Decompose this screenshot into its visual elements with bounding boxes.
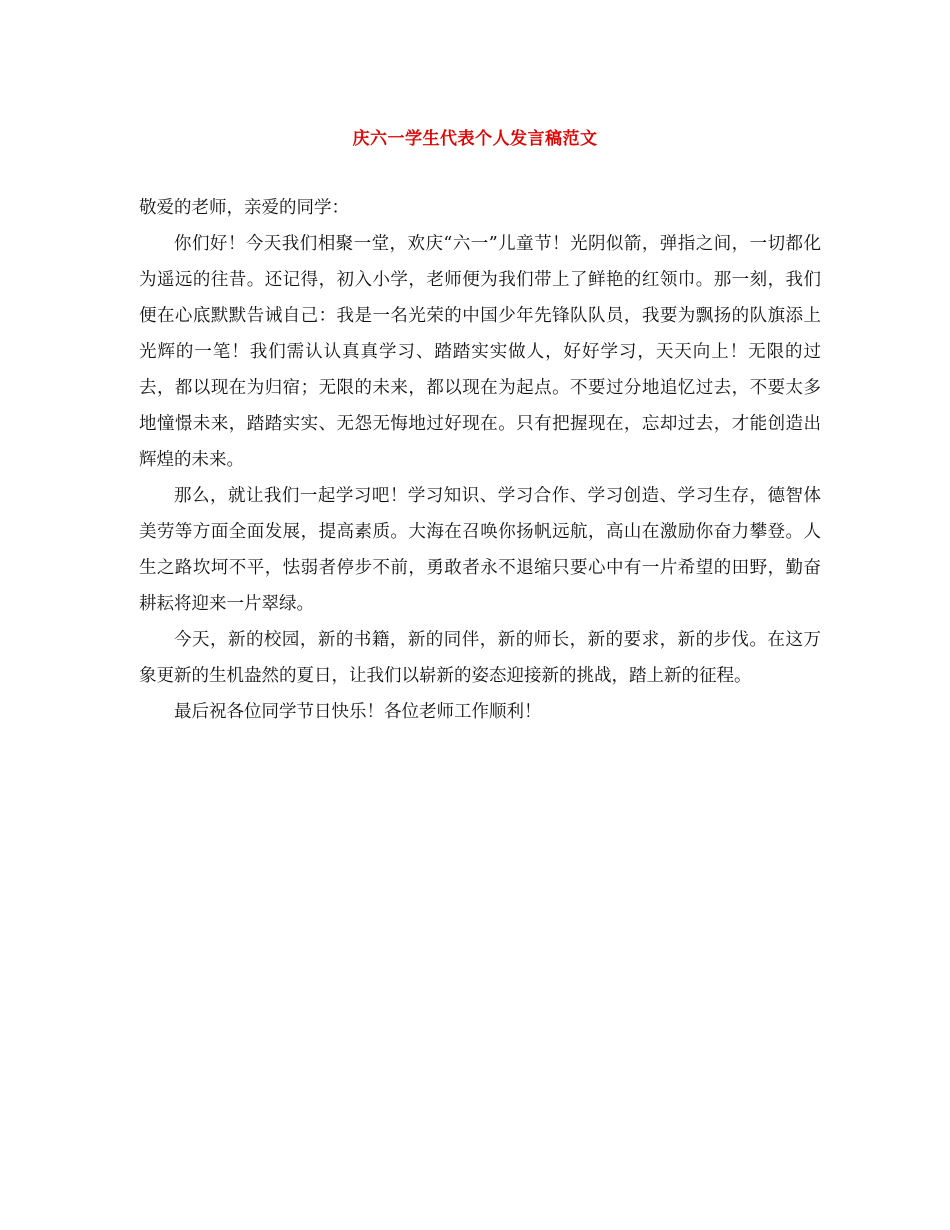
paragraph: 你们好！今天我们相聚一堂，欢庆“六一”儿童节！光阴似箭，弹指之间，一切都化为遥远的往昔。还记得，初入小学，老师便为我们带上了鲜艳的红领巾。那一刻，我们便在心底默默告诫自己：我是一名光荣的中国少年先锋队队员，我要为飘扬的队旗添上光辉的一笔！我们需认认真真学习、踏踏实实做人，好好学习，天天向上！无限的过去，都以现在为归宿；无限的未来，都以现在为起点。不要过分地追忆过去，不要太多地憧憬未来，踏踏实实、无怨无悔地过好现在。只有把握现在，忘却过去，才能创造出辉煌的未来。	[139, 234, 821, 470]
paragraph: 最后祝各位同学节日快乐！各位老师工作顺利！	[174, 702, 542, 722]
paragraph: 那么，就让我们一起学习吧！学习知识、学习合作、学习创造、学习生存，德智体美劳等方面全面发展，提高素质。大海在召唤你扬帆远航，高山在激励你奋力攀登。人生之路坎坷不平，怯弱者停步不前，勇敢者永不退缩只要心中有一片希望的田野，勤奋耕耘将迎来一片翠绿。	[139, 486, 821, 614]
document-title: 庆六一学生代表个人发言稿范文	[352, 129, 598, 149]
paragraph: 今天，新的校园，新的书籍，新的同伴，新的师长，新的要求，新的步伐。在这万象更新的生机盎然的夏日，让我们以崭新的姿态迎接新的挑战，踏上新的征程。	[139, 630, 821, 686]
document-body	[139, 190, 821, 730]
salutation: 敬爱的老师，亲爱的同学：	[139, 198, 349, 218]
